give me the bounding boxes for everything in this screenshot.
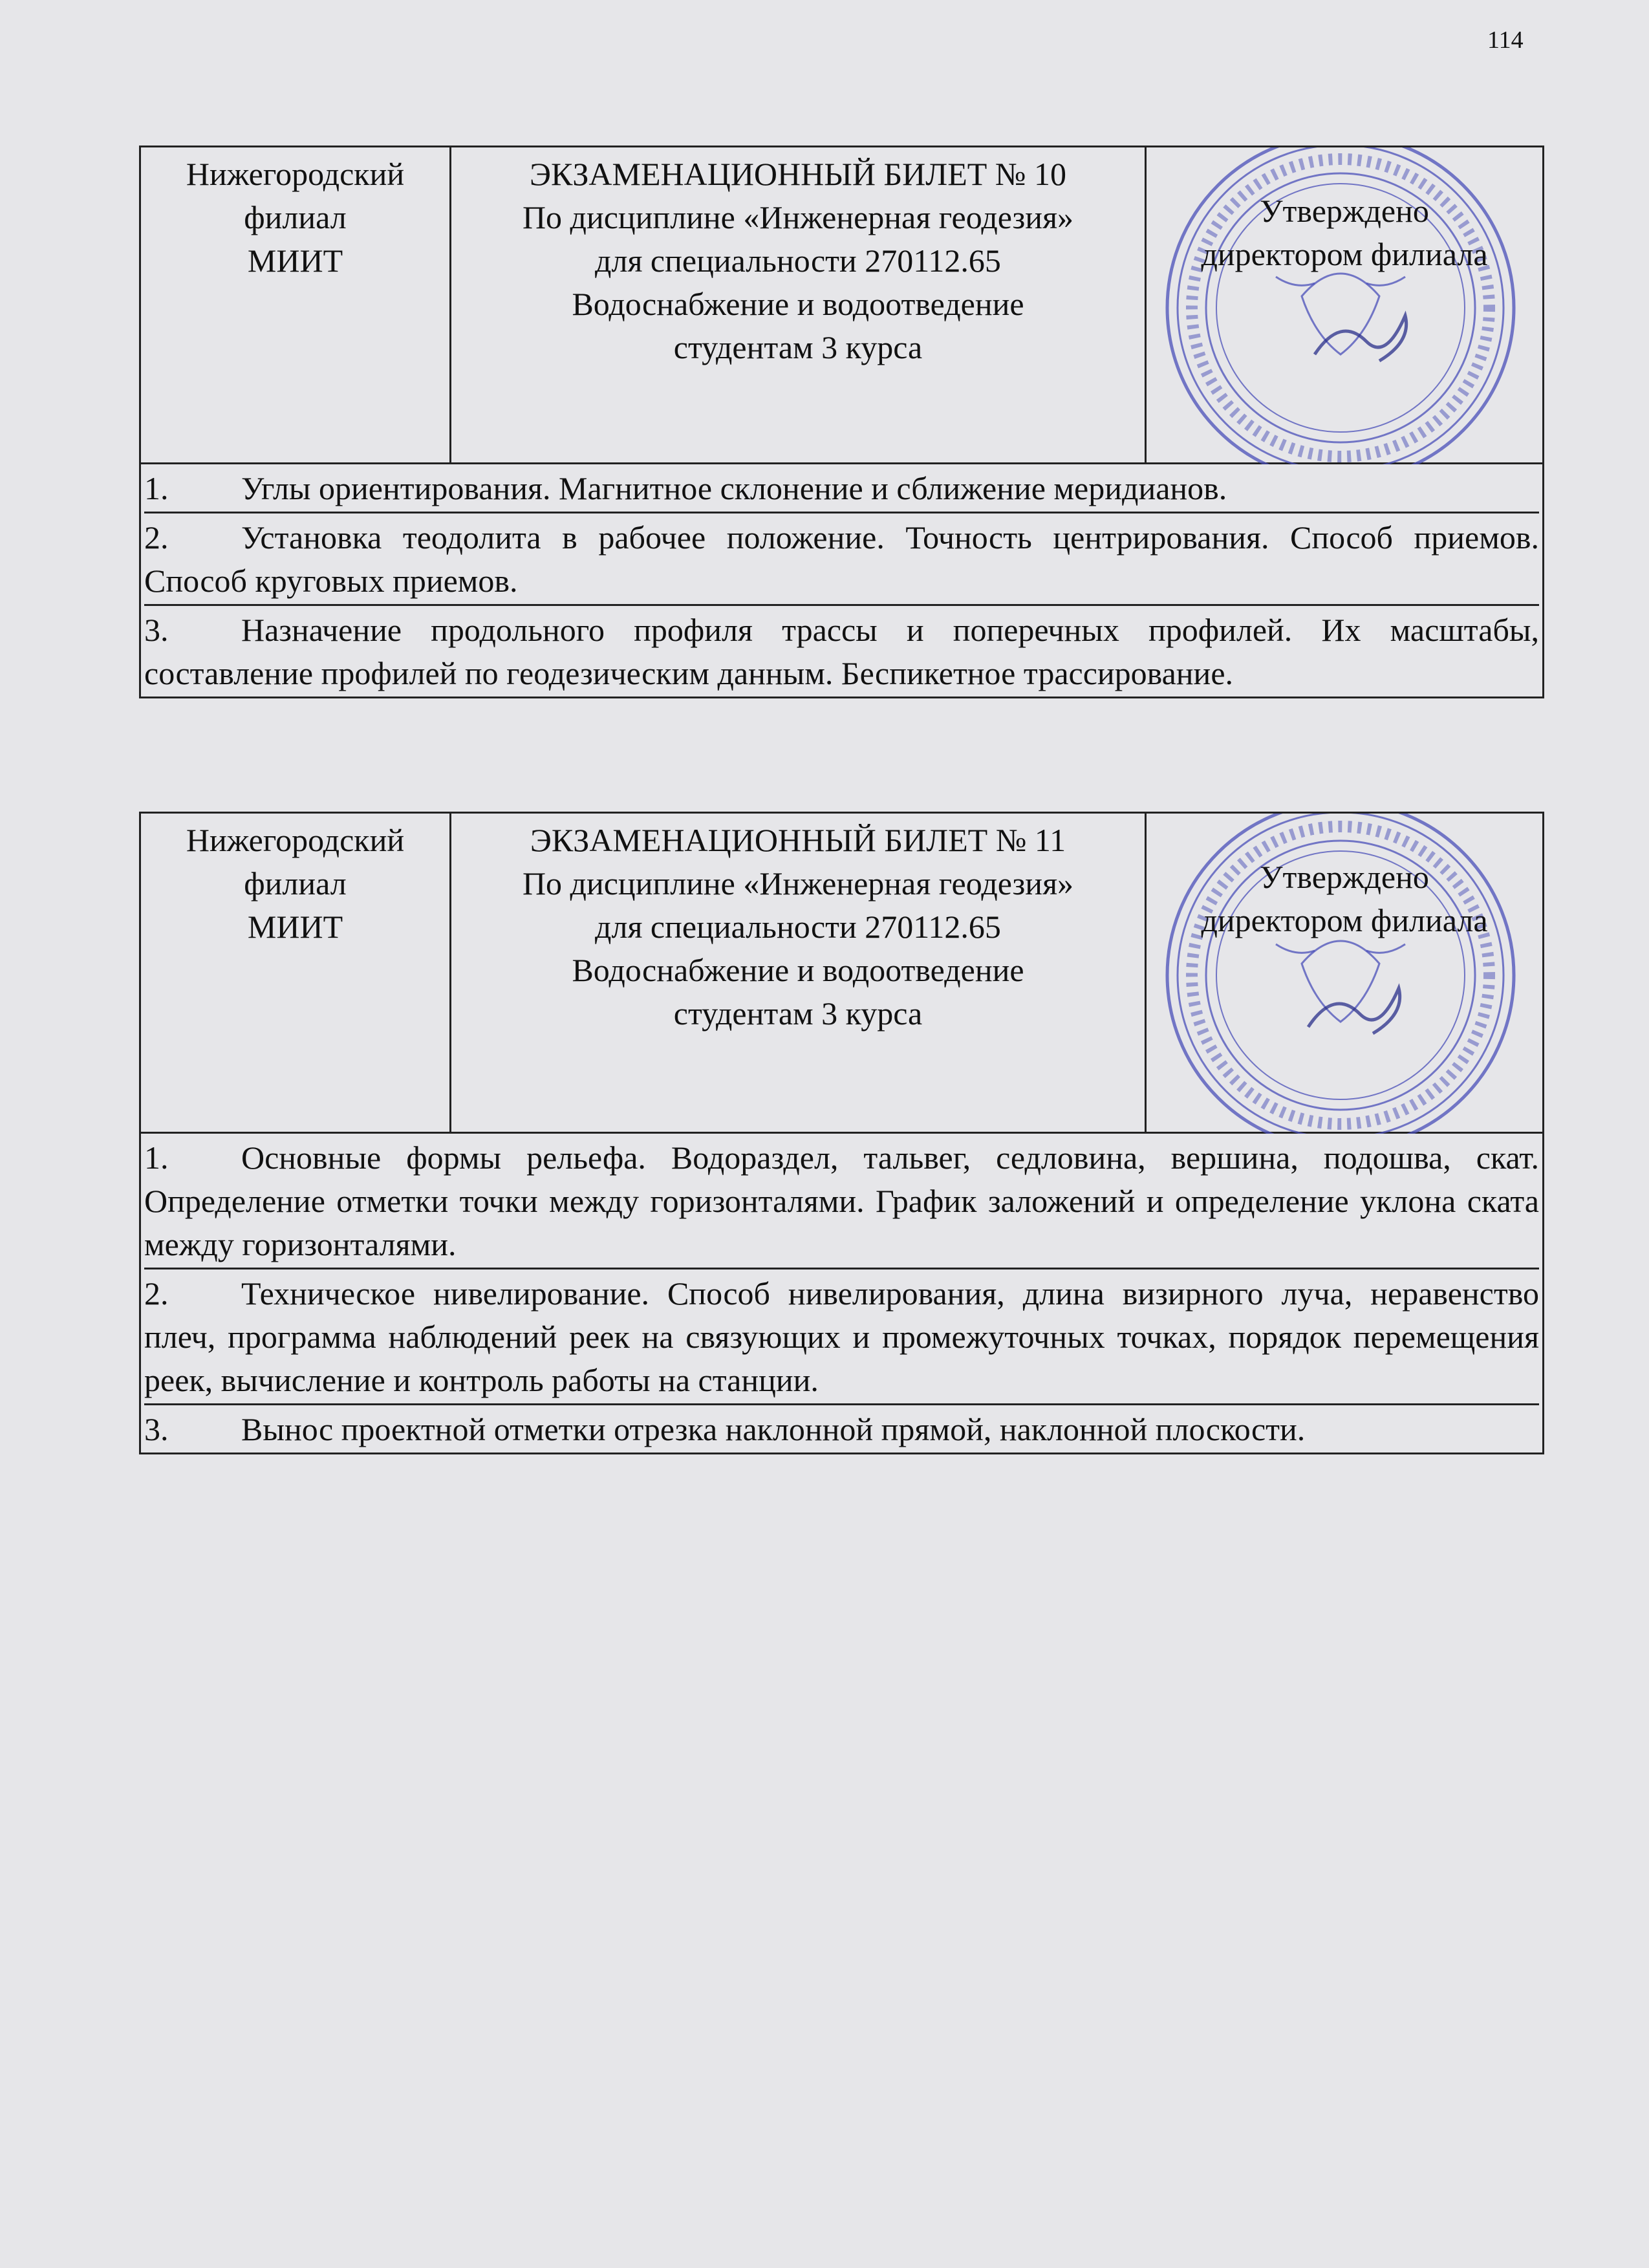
ticket-title-cell [451, 147, 1146, 464]
ticket-specialty-name: Водоснабжение и водоотведение [572, 286, 1024, 322]
org-line: Нижегородский [186, 822, 405, 858]
question-text: Установка теодолита в рабочее положение. Точность центрирования. Способ приемов. Способ круговых приемов. [144, 519, 1539, 599]
org-line: МИИТ [247, 909, 343, 945]
ticket-subject: По дисциплине «Инженерная геодезия» [522, 199, 1074, 235]
organization-cell [140, 813, 451, 1133]
questions-cell [140, 464, 1544, 698]
ticket-specialty: для специальности 270112.65 [595, 243, 1001, 279]
ticket-specialty: для специальности 270112.65 [595, 909, 1001, 945]
approval-cell [1146, 147, 1544, 464]
question-item [144, 1134, 1539, 1269]
question-item [144, 606, 1539, 697]
page-number: 114 [1487, 27, 1524, 54]
ticket-students: студентам 3 курса [673, 995, 923, 1031]
ticket-title: ЭКЗАМЕНАЦИОННЫЙ БИЛЕТ № 10 [529, 156, 1066, 192]
question-number: 1. [144, 1139, 169, 1176]
question-text: Основные формы рельефа. Водораздел, тальвег, седловина, вершина, подошва, скат. Определение отметки точки между горизонталями. График заложений и определение уклона ската между горизонталями. [144, 1139, 1539, 1262]
ticket-subject: По дисциплине «Инженерная геодезия» [522, 865, 1074, 902]
approval-cell [1146, 813, 1544, 1133]
question-item [144, 513, 1539, 606]
org-line: Нижегородский [186, 156, 405, 192]
org-line: МИИТ [247, 243, 343, 279]
question-item [144, 464, 1539, 513]
approval-line: Утверждено [1260, 859, 1429, 895]
question-text: Углы ориентирования. Магнитное склонение и сближение меридианов. [241, 470, 1227, 506]
ticket-title-cell [451, 813, 1146, 1133]
ticket-students: студентам 3 курса [673, 329, 923, 365]
questions-cell [140, 1133, 1544, 1454]
question-number: 3. [144, 1411, 169, 1447]
question-text: Техническое нивелирование. Способ нивелирования, длина визирного луча, неравенство плеч, программа наблюдений реек на связующих и промежуточных точках, порядок перемещения реек, вычисление и контроль работы на станции. [144, 1275, 1539, 1398]
organization-cell [140, 147, 451, 464]
question-number: 2. [144, 1275, 169, 1312]
ticket-specialty-name: Водоснабжение и водоотведение [572, 952, 1024, 988]
approval-line: директором филиала [1201, 902, 1488, 938]
question-number: 3. [144, 612, 169, 648]
org-line: филиал [244, 199, 347, 235]
question-text: Назначение продольного профиля трассы и поперечных профилей. Их масштабы, составление профилей по геодезическим данным. Беспикетное трассирование. [144, 612, 1539, 691]
question-text: Вынос проектной отметки отрезка наклонной прямой, наклонной плоскости. [241, 1411, 1306, 1447]
question-item [144, 1405, 1539, 1453]
exam-ticket-11 [139, 812, 1544, 1454]
org-line: филиал [244, 865, 347, 902]
approval-line: директором филиала [1201, 236, 1488, 272]
approval-line: Утверждено [1260, 193, 1429, 229]
exam-ticket-10 [139, 146, 1544, 698]
ticket-title: ЭКЗАМЕНАЦИОННЫЙ БИЛЕТ № 11 [530, 822, 1066, 858]
question-item [144, 1269, 1539, 1405]
question-number: 1. [144, 470, 169, 506]
question-number: 2. [144, 519, 169, 556]
